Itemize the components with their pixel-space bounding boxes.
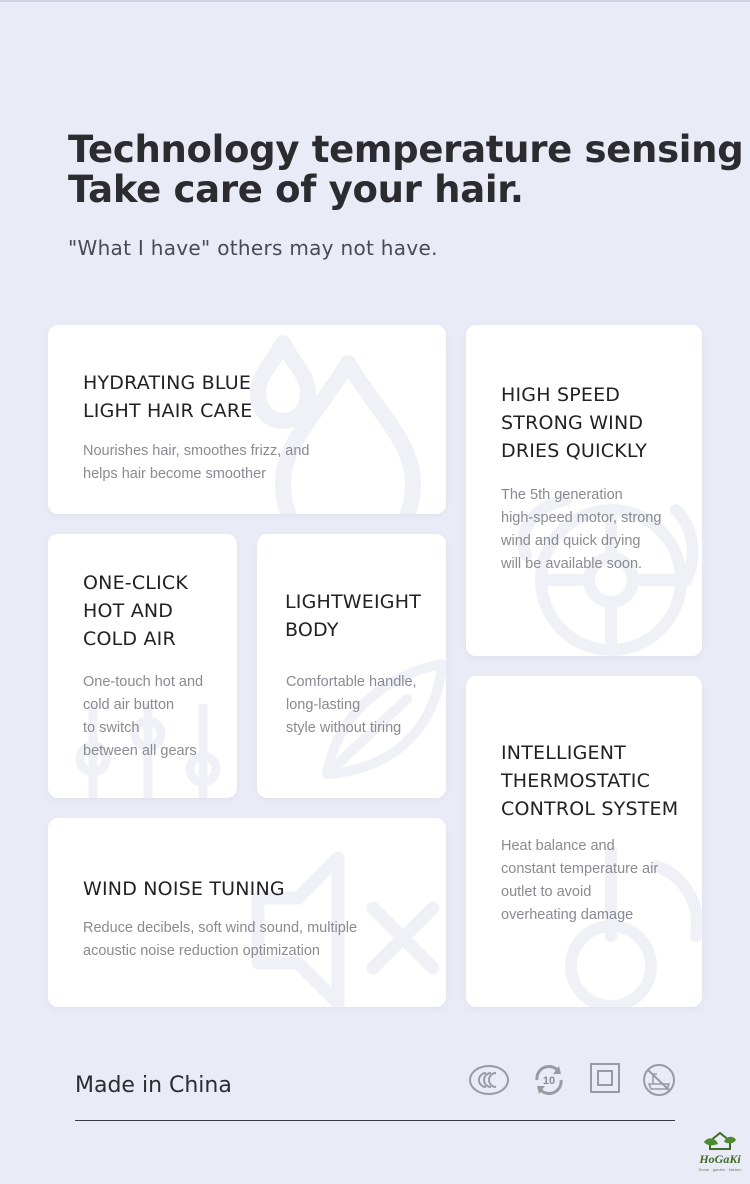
top-divider — [0, 0, 750, 2]
feature-card-hydrating — [48, 325, 446, 514]
card-title: INTELLIGENT THERMOSTATIC CONTROL SYSTEM — [501, 742, 679, 820]
svg-text:HoGaKi: HoGaKi — [699, 1152, 741, 1166]
feature-card-high-speed — [466, 325, 702, 656]
card-description: Nourishes hair, smoothes frizz, and helps hair become smoother — [83, 443, 310, 482]
ccc-icon — [468, 1062, 510, 1098]
feature-card-one-click — [48, 534, 237, 798]
card-description: The 5th generation high-speed motor, strong wind and quick drying will be available soon. — [501, 487, 662, 572]
card-title: HIGH SPEED STRONG WIND DRIES QUICKLY — [501, 384, 647, 462]
card-title: HYDRATING BLUE LIGHT HAIR CARE — [83, 372, 253, 422]
brand-logo — [690, 1130, 750, 1176]
feature-card-lightweight — [257, 534, 446, 798]
title-line-1: Technology temperature sensing — [68, 128, 744, 171]
card-description: One-touch hot and cold air button to switch between all gears — [83, 674, 204, 759]
card-title: ONE-CLICK HOT AND COLD AIR — [83, 572, 189, 650]
no-bathroom-use-icon — [641, 1062, 677, 1098]
page-title — [68, 130, 743, 210]
footer-divider — [75, 1120, 675, 1121]
page-subtitle: "What I have" others may not have. — [68, 236, 438, 260]
card-description: Heat balance and constant temperature air outlet to avoid overheating damage — [501, 838, 659, 923]
water-drop-icon — [228, 333, 438, 514]
card-description: Comfortable handle, long-lasting style without tiring — [286, 674, 417, 736]
made-in-label: Made in China — [75, 1073, 232, 1098]
double-insulation-icon — [589, 1062, 621, 1094]
svg-text:10: 10 — [542, 1075, 556, 1087]
feature-card-thermostatic — [466, 676, 702, 1007]
title-line-2: Take care of your hair. — [68, 168, 524, 211]
10-year-recycle-icon — [531, 1062, 567, 1098]
svg-text:Home · garden · kitchen: Home · garden · kitchen — [698, 1167, 742, 1172]
card-description: Reduce decibels, soft wind sound, multiple acoustic noise reduction optimization — [83, 920, 358, 959]
card-title: LIGHTWEIGHT BODY — [285, 591, 422, 641]
card-title: WIND NOISE TUNING — [83, 878, 285, 900]
certification-icons — [468, 1060, 678, 1100]
feature-card-noise — [48, 818, 446, 1007]
